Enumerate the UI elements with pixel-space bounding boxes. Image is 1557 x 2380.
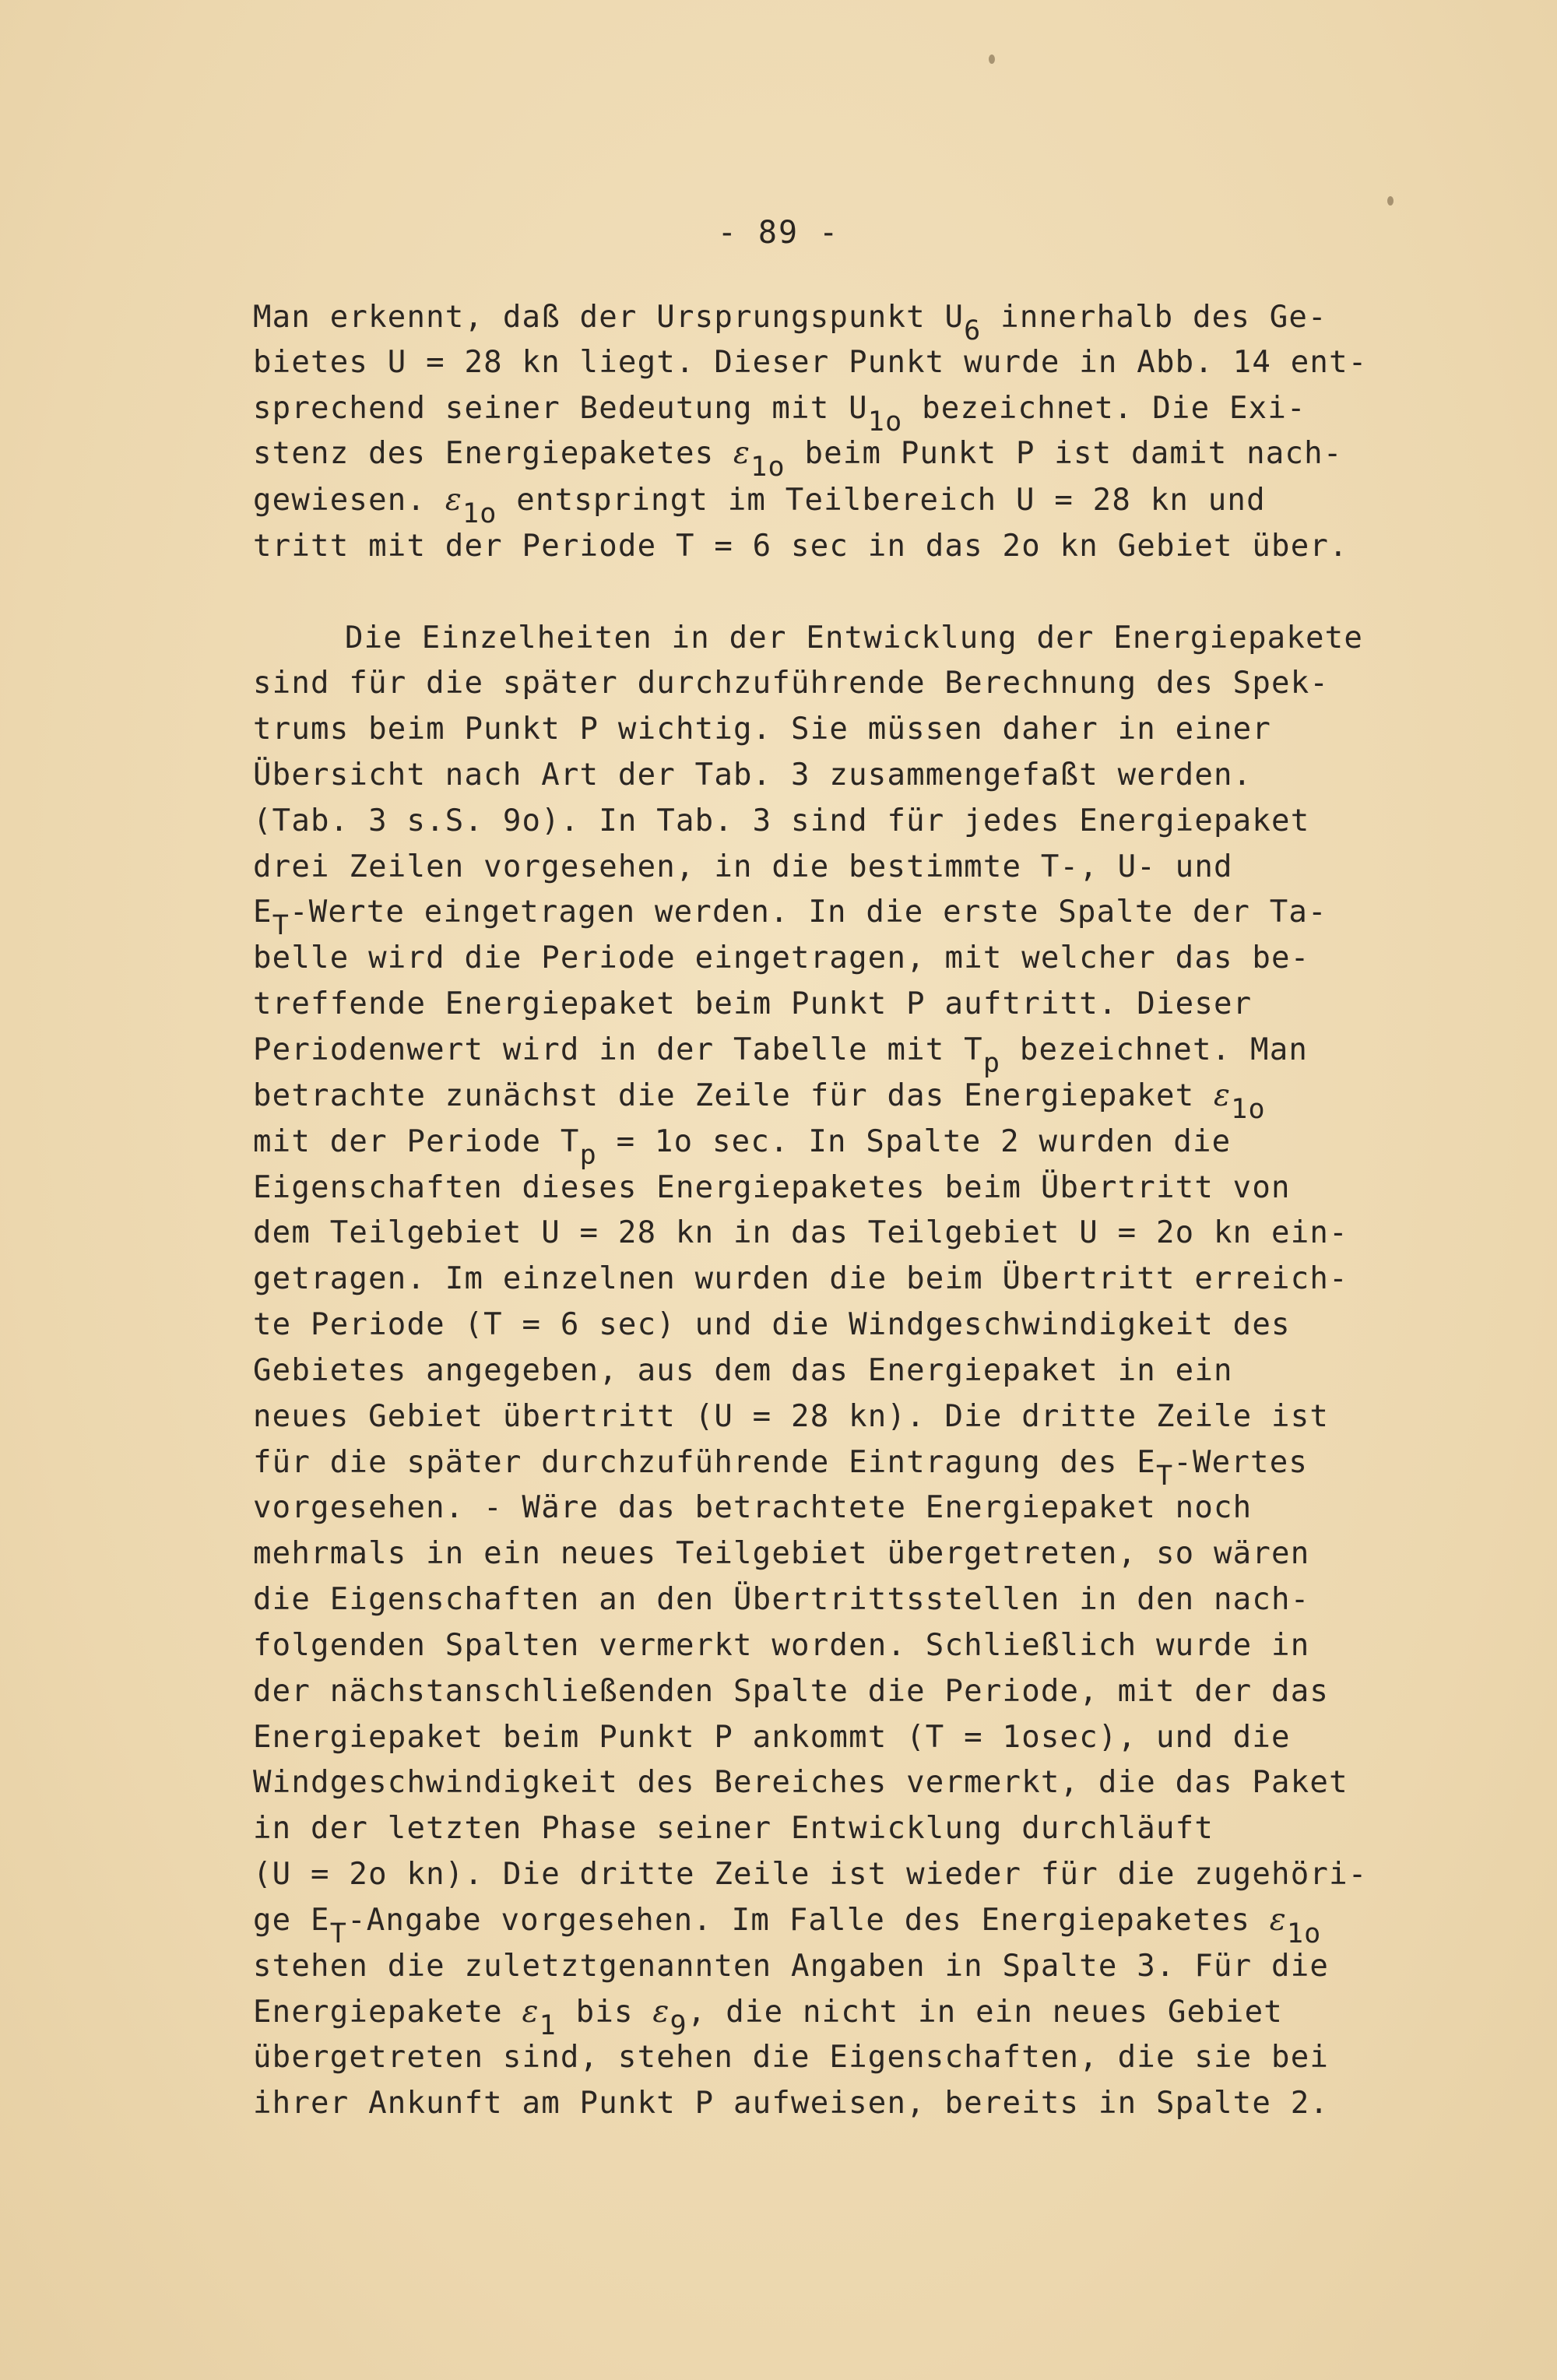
text-line: tritt mit der Periode T = 6 sec in das 2o kn Gebiet über. <box>253 529 1348 564</box>
text-line: neues Gebiet übertritt (U = 28 kn). Die dritte Zeile ist <box>253 1399 1330 1434</box>
text-line: betrachte zunächst die Zeile für das Energiepaket $\varepsilon_{1o}$ <box>253 1078 1266 1125</box>
text-line: Windgeschwindigkeit des Bereiches vermerkt, die das Paket <box>253 1765 1348 1800</box>
paper-smudge <box>1387 196 1394 206</box>
text-line: die Eigenschaften an den Übertrittsstellen in den nach- <box>253 1582 1310 1617</box>
text-line: dem Teilgebiet U = 28 kn in das Teilgebiet U = 2o kn ein- <box>253 1215 1348 1250</box>
text-line: Periodenwert wird in der Tabelle mit $T_p$ bezeichnet. Man <box>253 1032 1309 1079</box>
text-line: (U = 2o kn). Die dritte Zeile ist wieder für die zugehöri- <box>253 1857 1368 1892</box>
energy-packet-symbol: ε <box>1214 1078 1232 1113</box>
text-line: Man erkennt, daß der Ursprungspunkt $U_6$ innerhalb des Ge- <box>253 300 1327 346</box>
text-line: Die Einzelheiten in der Entwicklung der Energiepakete <box>345 620 1364 656</box>
text-line: folgenden Spalten vermerkt worden. Schließlich wurde in <box>253 1628 1310 1663</box>
text-line: für die später durchzuführende Eintragung des $E_T$-Wertes <box>253 1445 1309 1492</box>
text-line: sind für die später durchzuführende Berechnung des Spek- <box>253 666 1330 701</box>
text-line: trums beim Punkt P wichtig. Sie müssen daher in einer <box>253 712 1272 747</box>
text-line: te Periode (T = 6 sec) und die Windgeschwindigkeit des <box>253 1307 1291 1342</box>
text-line: in der letzten Phase seiner Entwicklung durchläuft <box>253 1811 1214 1846</box>
text-line: gewiesen. $\varepsilon_{1o}$ entspringt im Teilbereich U = 28 kn und <box>253 483 1266 529</box>
text-line: belle wird die Periode eingetragen, mit welcher das be- <box>253 940 1310 976</box>
text-line: treffende Energiepaket beim Punkt P auftritt. Dieser <box>253 986 1253 1021</box>
text-line: ge $E_T$-Angabe vorgesehen. Im Falle des Energiepaketes $\varepsilon_{1o}$ <box>253 1903 1322 1949</box>
text-line: Eigenschaften dieses Energiepaketes beim Übertritt von <box>253 1170 1291 1205</box>
text-line: Energiepakete $\varepsilon_1$ bis $\varepsilon_9$, die nicht in ein neues Gebiet <box>253 1995 1283 2041</box>
paper-smudge <box>989 54 995 64</box>
text-line: mit der Periode $T_p = 1o$ sec. In Spalte 2 wurden die <box>253 1124 1232 1171</box>
text-line: Energiepaket beim Punkt P ankommt (T = 1osec), und die <box>253 1720 1291 1755</box>
text-line: $E_T$-Werte eingetragen werden. In die erste Spalte der Ta- <box>253 895 1327 941</box>
text-line: übergetreten sind, stehen die Eigenschaften, die sie bei <box>253 2040 1330 2075</box>
text-line: Gebietes angegeben, aus dem das Energiepaket in ein <box>253 1353 1233 1388</box>
text-line: vorgesehen. - Wäre das betrachtete Energiepaket noch <box>253 1490 1253 1525</box>
text-line: bietes U = 28 kn liegt. Dieser Punkt wurde in Abb. 14 ent- <box>253 345 1368 380</box>
energy-packet-symbol: ε <box>522 1995 540 2030</box>
energy-packet-symbol: ε <box>733 436 751 471</box>
energy-packet-symbol: ε <box>1269 1903 1287 1938</box>
text-line: stenz des Energiepaketes $\varepsilon_{1o}$ beim Punkt P ist damit nach- <box>253 436 1343 483</box>
energy-packet-symbol: ε <box>445 483 462 518</box>
text-line: (Tab. 3 s.S. 9o). In Tab. 3 sind für jedes Energiepaket <box>253 803 1310 838</box>
text-line: ihrer Ankunft am Punkt P aufweisen, bereits in Spalte 2. <box>253 2086 1330 2121</box>
energy-packet-symbol: ε <box>652 1995 670 2030</box>
page-number: - 89 - <box>717 215 840 251</box>
text-line: stehen die zuletztgenannten Angaben in Spalte 3. Für die <box>253 1949 1330 1984</box>
text-line: mehrmals in ein neues Teilgebiet übergetreten, so wären <box>253 1536 1310 1571</box>
text-line: drei Zeilen vorgesehen, in die bestimmte T-, U- und <box>253 849 1233 884</box>
text-line: sprechend seiner Bedeutung mit $U_{1o}$ bezeichnet. Die Exi- <box>253 391 1306 438</box>
text-line: Übersicht nach Art der Tab. 3 zusammengefaßt werden. <box>253 758 1253 793</box>
text-line: der nächstanschließenden Spalte die Periode, mit der das <box>253 1674 1330 1709</box>
text-line: getragen. Im einzelnen wurden die beim Übertritt erreich- <box>253 1261 1348 1296</box>
